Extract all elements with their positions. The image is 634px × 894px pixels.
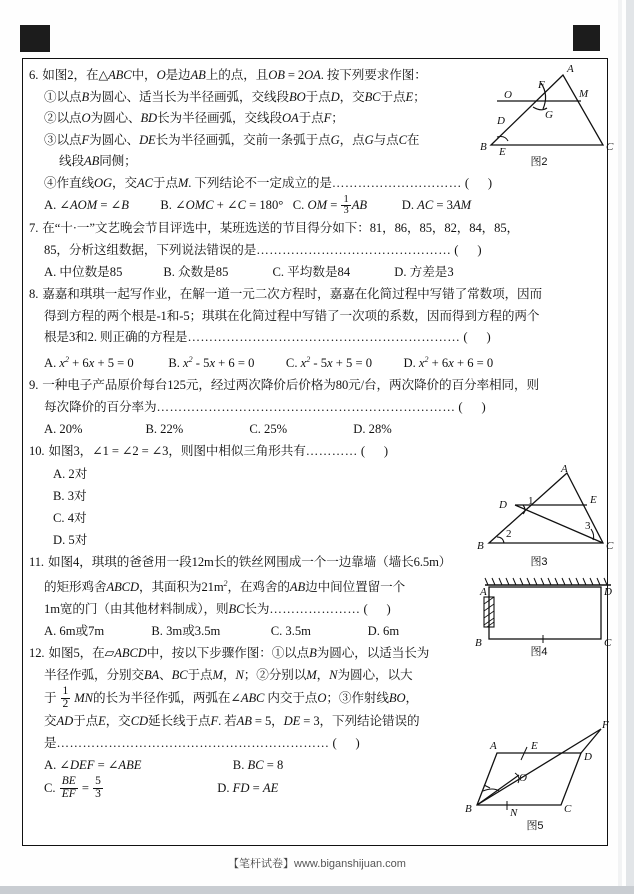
figure-2 xyxy=(475,61,623,169)
fig2-label-A: A xyxy=(567,63,574,75)
figure-3 xyxy=(475,463,623,571)
q7-option-c[interactable]: C. 平均数是84 xyxy=(272,265,351,280)
q11-line-1: 11. 如图4，琪琪的爸爸用一段12m长的铁丝网围成一个一边靠墙（墙长6.5m） xyxy=(29,554,452,569)
q6-line-2: ①以点B为圆心、适当长为半径画弧，交线段BO于点D，交BC于点E； xyxy=(44,89,426,104)
q7-line-2: 85，分析这组数据，下列说法错误的是……………………………………… ( ) xyxy=(44,242,482,257)
question-block-frame xyxy=(22,58,614,846)
question-9 xyxy=(29,375,601,440)
q7-option-a[interactable]: A. 中位数是85 xyxy=(44,265,123,280)
q12-option-d[interactable]: D. FD = AE xyxy=(217,780,279,795)
fig2-label-D: D xyxy=(497,115,505,127)
fig2-label-O: O xyxy=(504,89,512,101)
scan-inner-right-edge xyxy=(618,0,622,886)
q8-line-1: 8. 嘉嘉和琪琪一起写作业，在解一道一元二次方程时，嘉嘉在化简过程中写错了常数项，因而 xyxy=(29,287,543,302)
fig3-label-C: C xyxy=(606,540,614,552)
q8-option-a[interactable]: A. $x^2 + 6x + 5 = 0$ xyxy=(44,354,134,370)
q8-options xyxy=(29,349,601,374)
q6-option-c[interactable]: C. OM = $\frac{1}{3}$ AB xyxy=(292,193,368,217)
q10-option-b[interactable]: B. 3对 xyxy=(53,488,87,503)
q10-line-1: 10. 如图3，∠1 = ∠2 = ∠3，则图中相似三角形共有………… ( ) xyxy=(29,444,389,458)
fig5-label-O: O xyxy=(519,772,527,784)
fig5-label-E: E xyxy=(531,740,538,752)
q12-option-c[interactable]: C. $\frac{BE}{EF}$ = $\frac{5}{3}$ xyxy=(44,775,101,801)
question-7 xyxy=(29,218,601,283)
scan-bottom-edge xyxy=(0,886,634,894)
q12-option-b[interactable]: B. BC = 8 xyxy=(232,758,284,773)
q7-line-1: 7. 在“十·一”文艺晚会节目评选中，某班选送的节目得分如下：81，86，85，82，84，85， xyxy=(29,221,520,236)
q7-option-b[interactable]: B. 众数是85 xyxy=(163,265,229,280)
q6-option-d[interactable]: D. AC = 3AM xyxy=(401,198,472,212)
fig3-label-3: 3 xyxy=(585,520,591,532)
q12-line-3: 于 $\frac{1}{2}$ MN的长为半径作弧，两弧在∠ABC 内交于点O；③作射线BO， xyxy=(44,685,418,711)
question-8 xyxy=(29,284,601,374)
q9-options xyxy=(29,418,601,440)
q11-line-3: 1m宽的门（由其他材料制成），则BC长为………………… ( ) xyxy=(44,601,391,616)
q9-option-a[interactable]: A. 20% xyxy=(44,422,83,436)
q7-option-d[interactable]: D. 方差是3 xyxy=(394,265,454,280)
fig4-label-C: C xyxy=(604,637,612,649)
fig2-label-M: M xyxy=(579,88,589,100)
fig3-label-D: D xyxy=(499,499,507,511)
question-list xyxy=(23,59,609,802)
q8-line-3: 根是3和2. 则正确的方程是……………………………………………………… ( ) xyxy=(44,330,491,345)
q12-option-a[interactable]: A. ∠DEF = ∠ABE xyxy=(44,758,142,773)
q8-option-c[interactable]: C. $x^2 - 5x + 5 = 0$ xyxy=(285,354,373,370)
q10-number: 10. xyxy=(29,444,45,458)
q9-option-b[interactable]: B. 22% xyxy=(145,422,184,436)
q7-options xyxy=(29,261,601,283)
q6-line-6: ④作直线OG，交AC于点M. 下列结论不一定成立的是………………………… ( ) xyxy=(44,175,493,190)
q9-line-1: 9. 一种电子产品原价每台125元，经过两次降价后价格为80元/台，两次降价的百分率相同，则 xyxy=(29,378,539,392)
fig2-label-C: C xyxy=(606,141,614,153)
q8-number: 8. xyxy=(29,287,39,302)
q6-line-1: 6. 如图2，在△ABC中，O是边AB上的点，且OB = 2OA. 按下列要求作图： xyxy=(29,68,427,82)
fig3-caption: 图3 xyxy=(530,556,548,568)
q8-line-2: 得到方程的两个根是-1和-5；琪琪在化简过程中写错了一次项的系数，因而得到方程的两个 xyxy=(44,308,540,323)
q11-option-b[interactable]: B. 3m或3.5m xyxy=(151,624,221,639)
q6-options xyxy=(29,194,601,217)
q10-option-c[interactable]: C. 4对 xyxy=(53,510,87,525)
fig2-label-E: E xyxy=(499,146,506,158)
figure-5 xyxy=(463,717,623,843)
q12-number: 12. xyxy=(29,646,45,661)
q8-option-b[interactable]: B. $x^2 - 5x + 6 = 0$ xyxy=(168,354,255,370)
fig3-label-B: B xyxy=(477,540,484,552)
q6-option-b[interactable]: B. ∠OMC + ∠C = 180° xyxy=(160,198,284,212)
q6-line-4: ③以点F为圆心、DE长为半径画弧，交前一条弧于点G，点G与点C在 xyxy=(44,132,420,147)
q12-line-5: 是……………………………………………………… ( ) xyxy=(44,735,360,750)
q6-line-3: ②以点O为圆心、BD长为半径画弧，交线段OA于点F； xyxy=(44,111,344,125)
q12-line-2: 半径作弧，分别交BA、BC于点M，N；②分别以M，N为圆心，以大 xyxy=(44,667,413,682)
q10-option-a[interactable]: A. 2对 xyxy=(53,466,88,481)
registration-mark-right xyxy=(573,25,600,51)
q11-option-d[interactable]: D. 6m xyxy=(367,624,400,639)
q9-number: 9. xyxy=(29,378,39,392)
scan-right-edge xyxy=(626,0,634,894)
fig2-label-F: F xyxy=(538,79,545,91)
fig3-label-E: E xyxy=(590,494,597,506)
q6-line-5: 线段AB同侧； xyxy=(59,154,137,168)
q10-option-d[interactable]: D. 5对 xyxy=(53,532,88,547)
fig5-label-C: C xyxy=(564,803,572,815)
fig4-label-A: A xyxy=(480,586,487,598)
q12-line-1: 12. 如图5，在▱ABCD中，按以下步骤作图：①以点B为圆心，以适当长为 xyxy=(29,646,430,661)
fig5-label-D: D xyxy=(584,751,592,763)
page-footer xyxy=(0,855,634,871)
figure-4 xyxy=(471,573,623,661)
footer-brand: 【笔杆试卷】 xyxy=(228,858,295,870)
registration-mark-left xyxy=(20,25,50,52)
fig5-label-B: B xyxy=(465,803,472,815)
fig3-label-A: A xyxy=(561,463,568,475)
fig2-caption: 图2 xyxy=(530,156,548,168)
fig5-label-N: N xyxy=(510,807,518,819)
fig3-label-1: 1 xyxy=(528,495,534,507)
fig2-label-B: B xyxy=(480,141,487,153)
q11-option-c[interactable]: C. 3.5m xyxy=(270,624,311,639)
q11-line-2: 的矩形鸡舍ABCD，其面积为$21m^2$，在鸡舍的AB边中间位置留一个 xyxy=(44,579,406,595)
q9-option-d[interactable]: D. 28% xyxy=(353,422,392,436)
q11-option-a[interactable]: A. 6m或7m xyxy=(44,624,105,639)
fig2-label-G: G xyxy=(545,109,553,121)
q9-line-2: 每次降价的百分率为…………………………………………………………… ( ) xyxy=(44,399,486,414)
q6-option-a[interactable]: A. ∠AOM = ∠B xyxy=(44,198,129,212)
q7-number: 7. xyxy=(29,221,39,236)
fig4-label-D: D xyxy=(604,586,612,598)
fig3-label-2: 2 xyxy=(506,528,512,540)
fig5-label-F: F xyxy=(602,719,609,731)
q9-option-c[interactable]: C. 25% xyxy=(249,422,288,436)
q12-line-4: 交AD于点E，交CD延长线于点F. 若AB = 5，DE = 3，下列结论错误的 xyxy=(44,714,420,729)
footer-url: www.biganshijuan.com xyxy=(294,858,406,870)
q8-option-d[interactable]: D. $x^2 + 6x + 6 = 0$ xyxy=(403,354,494,370)
fig5-label-A: A xyxy=(490,740,497,752)
fig4-label-B: B xyxy=(475,637,482,649)
q11-number: 11. xyxy=(29,554,44,569)
fig4-caption: 图4 xyxy=(530,646,548,658)
fig5-caption: 图5 xyxy=(526,820,544,832)
q6-number: 6. xyxy=(29,68,39,82)
